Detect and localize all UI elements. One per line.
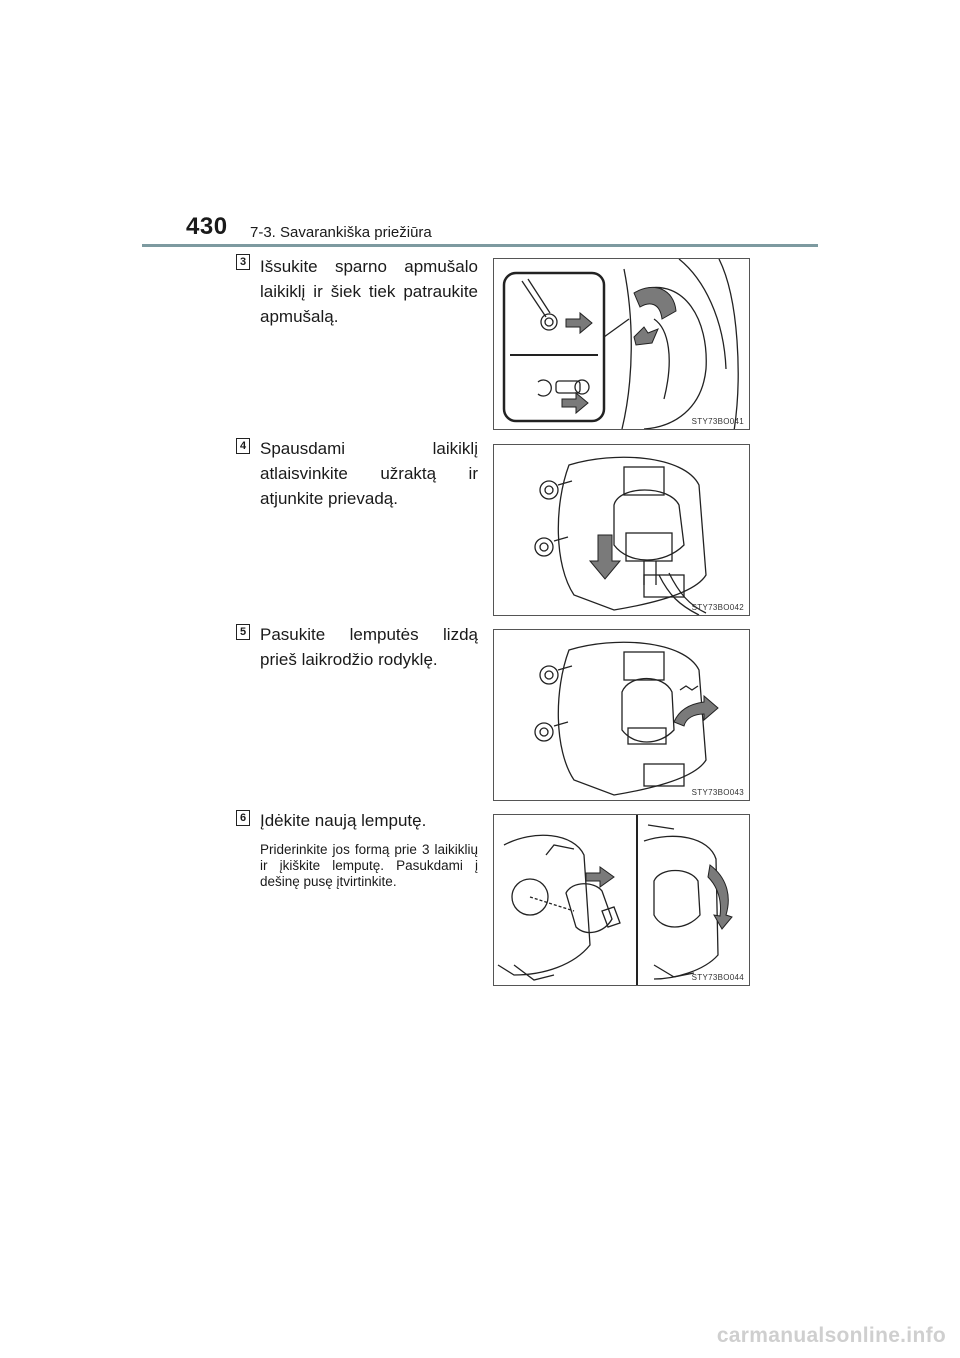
figure-code: STY73BO044: [691, 973, 744, 982]
new-bulb-illustration: [494, 815, 750, 986]
figure-connector: [493, 444, 750, 616]
step-6-text: Įdėkite naują lemputę.: [260, 811, 427, 830]
step-number-3: 3: [236, 254, 250, 270]
step-4-text: Spausdami laikiklį atlaisvinkite užraktą ir atjunkite prievadą.: [260, 439, 478, 508]
figure-fender-liner-clip: [493, 258, 750, 430]
figure-new-bulb: [493, 814, 750, 986]
bulb-socket-illustration: [494, 630, 750, 801]
watermark: carmanualsonline.info: [716, 1324, 946, 1347]
step-6-note: Priderinkite jos formą prie 3 laikiklių ir įkiškite lemputę. Pasukdami į dešinę pusę įtvirtinkite.: [260, 842, 478, 889]
step-number-6: 6: [236, 810, 250, 826]
header-divider: [142, 244, 818, 247]
fender-liner-illustration: [494, 259, 750, 430]
connector-illustration: [494, 445, 750, 616]
step-number-4: 4: [236, 438, 250, 454]
figure-bulb-socket: [493, 629, 750, 801]
figure-code: STY73BO043: [691, 788, 744, 797]
figure-code: STY73BO041: [691, 417, 744, 426]
step-number-5: 5: [236, 624, 250, 640]
step-5-text: Pasukite lemputės lizdą prieš laikrodžio rodyklę.: [260, 625, 478, 669]
figure-code: STY73BO042: [691, 603, 744, 612]
step-3-text: Išsukite sparno apmušalo laikiklį ir šiek tiek patraukite apmušalą.: [260, 257, 478, 326]
page-number: 430: [186, 213, 228, 240]
section-title: 7-3. Savarankiška priežiūra: [250, 224, 432, 241]
